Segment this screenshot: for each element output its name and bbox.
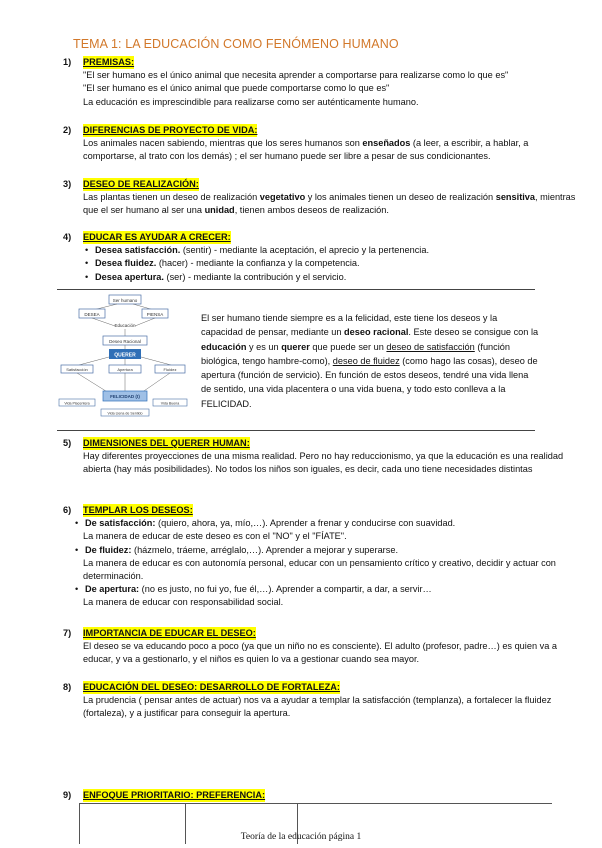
node-educacion: Educación	[114, 323, 136, 328]
list-item: • Desea apertura. (ser) - mediante la contribución y el servicio.	[85, 271, 583, 284]
section-number: 7)	[63, 628, 72, 638]
svg-text:Satisfacción: Satisfacción	[66, 367, 88, 372]
svg-text:Deseo Racional: Deseo Racional	[109, 339, 141, 344]
text-line: "El ser humano es el único animal que puede comportarse como lo que es"	[83, 83, 390, 94]
svg-text:Apertura: Apertura	[117, 367, 133, 372]
section-heading: DIMENSIONES DEL QUERER HUMAN:	[83, 437, 250, 450]
section-heading: ENFOQUE PRIORITARIO: PREFERENCIA:	[83, 789, 265, 802]
list-item: • Desea fluidez. (hacer) - mediante la confianza y la competencia.	[85, 257, 583, 270]
section-heading: DESEO DE REALIZACIÓN:	[83, 178, 199, 191]
page-title: TEMA 1: LA EDUCACIÓN COMO FENÓMENO HUMANO	[73, 37, 399, 51]
svg-text:Fluidez: Fluidez	[163, 367, 177, 372]
svg-text:Ser humano: Ser humano	[112, 298, 138, 303]
section-heading: EDUCAR ES AYUDAR A CRECER:	[83, 231, 231, 244]
section-premisas	[63, 56, 583, 109]
svg-text:QUERER: QUERER	[114, 352, 136, 359]
divider	[57, 289, 535, 290]
section-deseo-realizacion	[63, 178, 583, 218]
section-importancia	[63, 627, 583, 667]
paragraph: Las plantas tienen un deseo de realización vegetativo y los animales tienen un deseo de realización sensitiva, mientras que el ser humano al ser una unidad, tienen ambos deseos de realización.	[83, 192, 576, 216]
text-line: La manera de educar con responsabilidad social.	[83, 597, 284, 608]
svg-text:DESEA: DESEA	[84, 312, 100, 317]
section-heading: PREMISAS:	[83, 56, 134, 69]
list-item: • De fluidez: (házmelo, tráeme, arréglalo,…). Aprender a mejorar y superarse.	[75, 544, 583, 557]
section-fortaleza	[63, 681, 583, 721]
section-number: 2)	[63, 125, 72, 135]
list-item: • De apertura: (no es justo, no fui yo, fue él,…). Aprender a compartir, a dar, a servir…	[75, 583, 583, 596]
section-dimensiones	[63, 437, 583, 477]
section-number: 8)	[63, 682, 72, 692]
list-item: • Desea satisfacción. (sentir) - mediante la aceptación, el aprecio y la pertenencia.	[85, 244, 583, 257]
list-item: • De satisfacción: (quiero, ahora, ya, mío,…). Aprender a frenar y conducirse con suavidad.	[75, 517, 583, 530]
section-templar	[63, 504, 583, 610]
paragraph: Los animales nacen sabiendo, mientras que los seres humanos son enseñados (a leer, a escribir, a hablar, a comportarse, al trato con los demás) ; el ser humano puede ser libre a pesar de sus condicionantes.	[83, 138, 529, 162]
diagram-explanation: El ser humano tiende siempre es a la felicidad, este tiene los deseos y la capacidad de pensar, mediante un deseo racional. Este deseo se consigue con la educación y es un querer que puede ser un deseo de satisfacción (función biológica, tengo hambre-como), deseo de fluidez (como hago las cosas), deseo de apertura (función de servicio). En función de estos deseos, tendré una vida llena de sentido, una vida placentera o una vida buena, y todo esto conlleva a la FELICIDAD.	[201, 313, 539, 409]
text-line: La manera de educar de este deseo es con el "NO" y el "FÍATE".	[83, 531, 347, 542]
svg-text:Vida Placentera: Vida Placentera	[64, 401, 90, 406]
section-number: 6)	[63, 505, 72, 515]
divider	[57, 430, 535, 431]
paragraph: Hay diferentes proyecciones de una misma realidad. Pero no hay reduccionismo, ya que la educación es una realidad abierta (hay más posibilidades). No todos los niños son iguales, es decir, cada uno tiene necesidades distintas	[83, 451, 564, 475]
section-heading: TEMPLAR LOS DESEOS:	[83, 504, 193, 517]
svg-text:Vida Llena de Sentido: Vida Llena de Sentido	[107, 411, 143, 416]
section-heading: DIFERENCIAS DE PROYECTO DE VIDA:	[83, 124, 257, 137]
section-number: 5)	[63, 438, 72, 448]
concept-diagram	[57, 293, 189, 420]
section-number: 1)	[63, 57, 72, 67]
section-number: 9)	[63, 790, 72, 800]
section-number: 3)	[63, 179, 72, 189]
section-heading: IMPORTANCIA DE EDUCAR EL DESEO:	[83, 627, 256, 640]
text-line: La educación es imprescindible para realizarse como ser auténticamente humano.	[83, 96, 419, 107]
page-footer: Teoría de la educación página 1	[240, 832, 362, 842]
text-line: La manera de educar es con autonomía personal, educar con un pensamiento crítico y creativo, decidir y actuar con determinación.	[83, 557, 556, 582]
svg-text:PIENSA: PIENSA	[146, 312, 164, 317]
section-diferencias	[63, 124, 583, 164]
svg-text:FELICIDAD (t): FELICIDAD (t)	[110, 394, 140, 399]
section-educar-crecer	[63, 231, 583, 284]
paragraph: El deseo se va educando poco a poco (ya que un niño no es consciente). El adulto (profesor, padre…) es quien va a educar, y va a gestionarlo, y el niños es quien lo va a gestionar cuando sea mayor.	[83, 641, 557, 665]
paragraph: La prudencia ( pensar antes de actuar) nos va a ayudar a templar la satisfacción (templanza), a fortalecer la fluidez (fortaleza), y a justificar para conseguir la apertura.	[83, 695, 552, 719]
svg-text:Vida Buena: Vida Buena	[160, 401, 180, 406]
section-enfoque	[63, 789, 583, 802]
section-heading: EDUCACIÓN DEL DESEO: DESARROLLO DE FORTALEZA:	[83, 681, 340, 694]
text-line: "El ser humano es el único animal que necesita aprender a comportarse para realizarse como lo que es"	[83, 70, 509, 81]
section-number: 4)	[63, 232, 72, 242]
